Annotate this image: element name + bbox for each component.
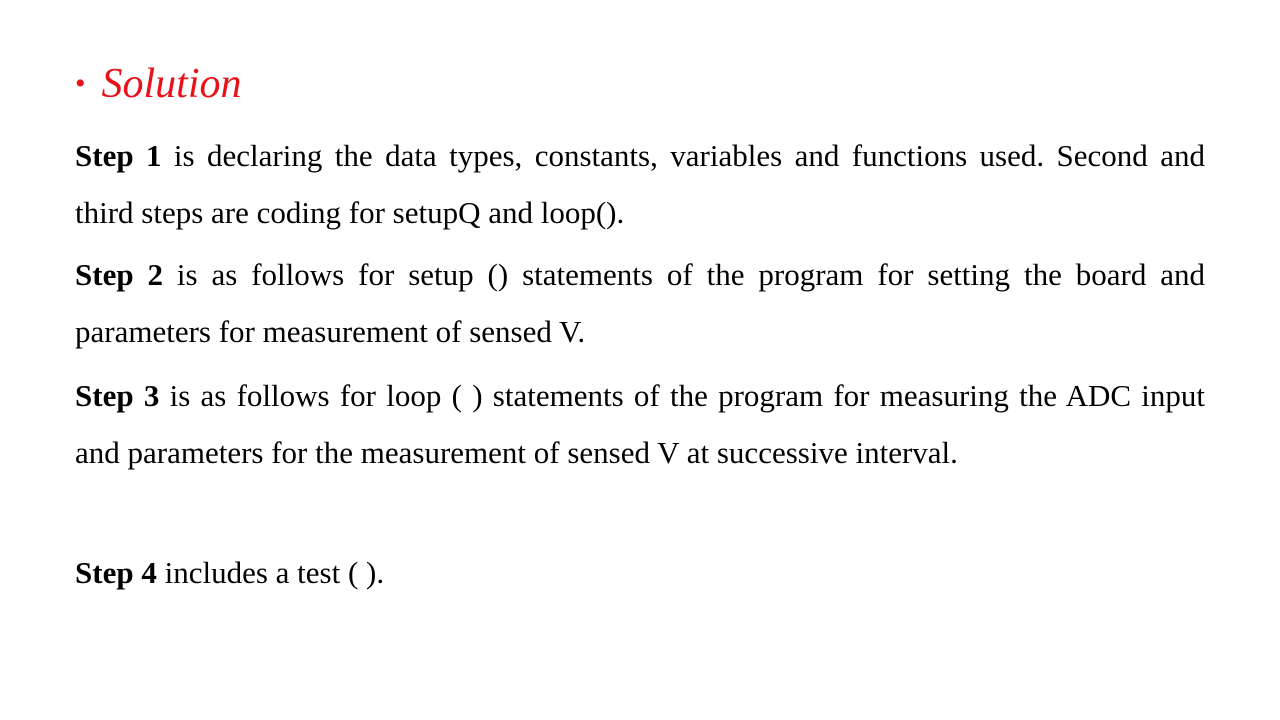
step-4-paragraph bbox=[75, 544, 1205, 601]
step-2-paragraph bbox=[75, 246, 1205, 360]
step-1-label: Step 1 bbox=[75, 138, 162, 173]
step-4-text: includes a test ( ). bbox=[156, 555, 385, 590]
step-2-text: is as follows for setup () statements of the program for setting the board and parameters for measurement of sensed V. bbox=[75, 257, 1205, 349]
heading-title: Solution bbox=[101, 61, 242, 107]
step-1-paragraph bbox=[75, 127, 1205, 241]
slide-heading bbox=[75, 58, 242, 110]
bullet-icon: • bbox=[75, 67, 86, 100]
step-3-label: Step 3 bbox=[75, 378, 160, 413]
step-3-text: is as follows for loop ( ) statements of the program for measuring the ADC input and parameters for the measurement of sensed V at successive interval. bbox=[75, 378, 1205, 470]
step-4-label: Step 4 bbox=[75, 555, 157, 590]
step-2-label: Step 2 bbox=[75, 257, 163, 292]
step-3-paragraph bbox=[75, 367, 1205, 481]
step-1-text: is declaring the data types, constants, variables and functions used. Second and third steps are coding for setupQ and loop(). bbox=[75, 138, 1205, 230]
